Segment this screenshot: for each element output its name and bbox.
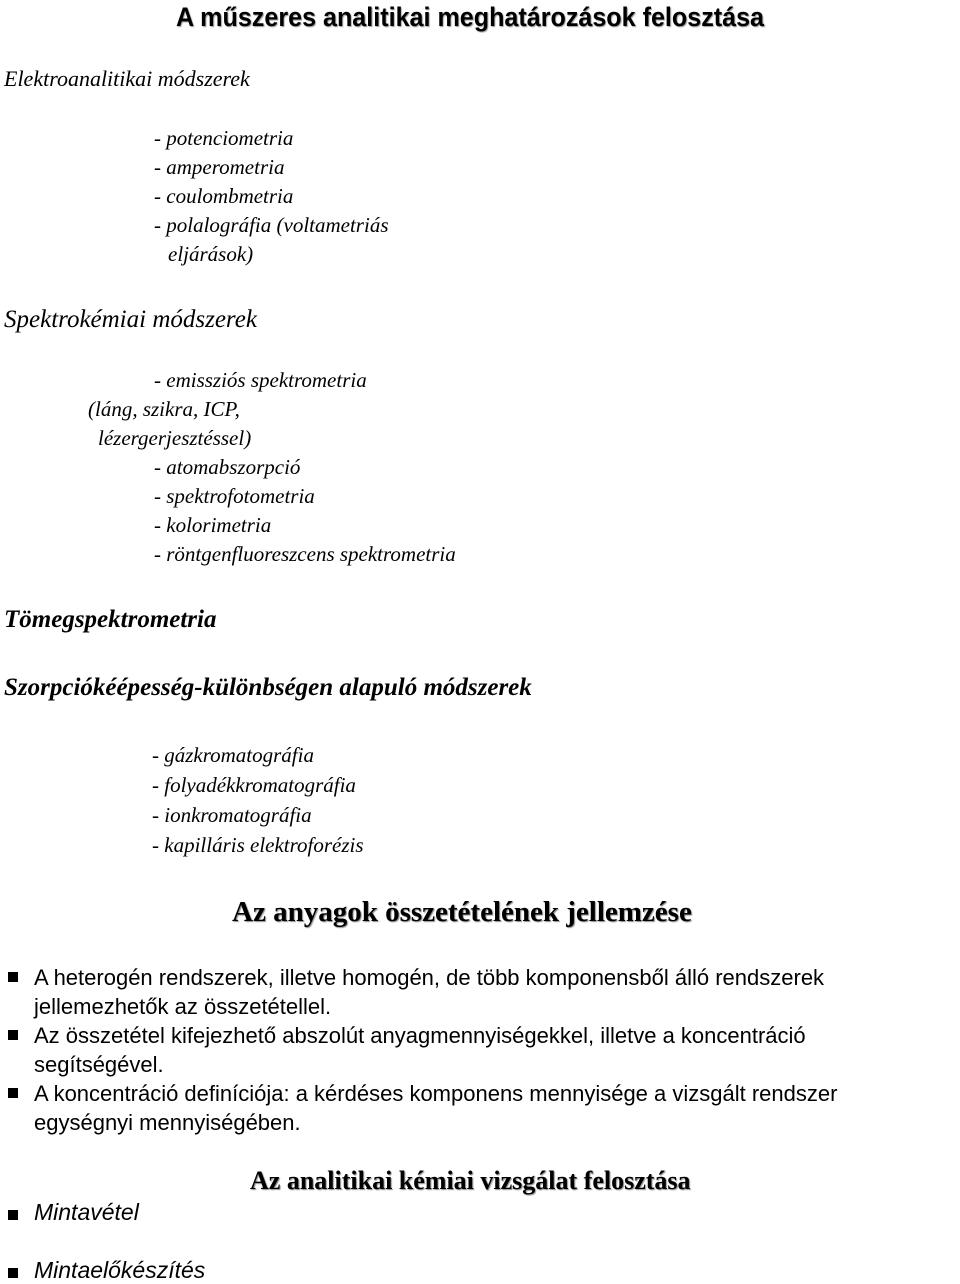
section-heading-electroanalytical: Elektroanalitikai módszerek — [4, 66, 250, 91]
square-bullet-icon — [8, 972, 18, 982]
list-item: - gázkromatográfia — [152, 743, 314, 767]
sorption-method-list — [152, 740, 364, 860]
list-item: - kapilláris elektroforézis — [152, 833, 364, 857]
square-bullet-icon — [8, 1210, 18, 1220]
list-item: - coulombmetria — [154, 184, 294, 208]
list-item: (láng, szikra, ICP, — [88, 397, 240, 421]
section-heading-spectrochemical: Spektrokémiai módszerek — [4, 306, 257, 333]
page-title: A műszeres analitikai meghatározások felosztása — [176, 2, 765, 32]
square-bullet-icon — [8, 1030, 18, 1040]
composition-bullet-list — [0, 963, 960, 1137]
list-item: - amperometria — [154, 155, 285, 179]
list-item: lézergerjesztéssel) — [98, 426, 252, 450]
list-item: A heterogén rendszerek, illetve homogén, de több komponensből álló rendszerek jellemezhetők az összetétellel. — [0, 963, 960, 1021]
analysis-title: Az analitikai kémiai vizsgálat felosztása — [250, 1166, 691, 1195]
list-item: - potenciometria — [154, 126, 294, 150]
list-item: eljárások) — [168, 242, 254, 266]
electroanalytical-method-list — [154, 124, 389, 269]
list-item: Az összetétel kifejezhető abszolút anyagmennyiségekkel, illetve a koncentráció segítségével. — [0, 1021, 960, 1079]
list-item: - ionkromatográfia — [152, 803, 312, 827]
list-item: - spektrofotometria — [154, 484, 315, 508]
square-bullet-icon — [8, 1088, 18, 1098]
spectrochemical-method-list — [88, 366, 456, 569]
list-item: - polalográfia (voltametriás — [154, 213, 389, 237]
list-item: - atomabszorpció — [154, 455, 301, 479]
analysis-step-item: Mintavétel — [0, 1199, 139, 1226]
list-item: - emissziós spektrometria — [154, 368, 367, 392]
list-item: - folyadékkromatográfia — [152, 773, 356, 797]
list-item: - kolorimetria — [154, 513, 272, 537]
section-heading-mass-spectrometry: Tömegspektrometria — [4, 606, 217, 633]
analysis-step-item: Mintaelőkészítés — [0, 1257, 205, 1284]
square-bullet-icon — [8, 1268, 18, 1278]
section-heading-sorption: Szorpciókéépesség-különbségen alapuló módszerek — [4, 674, 532, 701]
list-item: - röntgenfluoreszcens spektrometria — [154, 542, 456, 566]
list-item: A koncentráció definíciója: a kérdéses komponens mennyisége a vizsgált rendszer egységnyi mennyiségében. — [0, 1079, 960, 1137]
composition-title: Az anyagok összetételének jellemzése — [232, 896, 692, 928]
